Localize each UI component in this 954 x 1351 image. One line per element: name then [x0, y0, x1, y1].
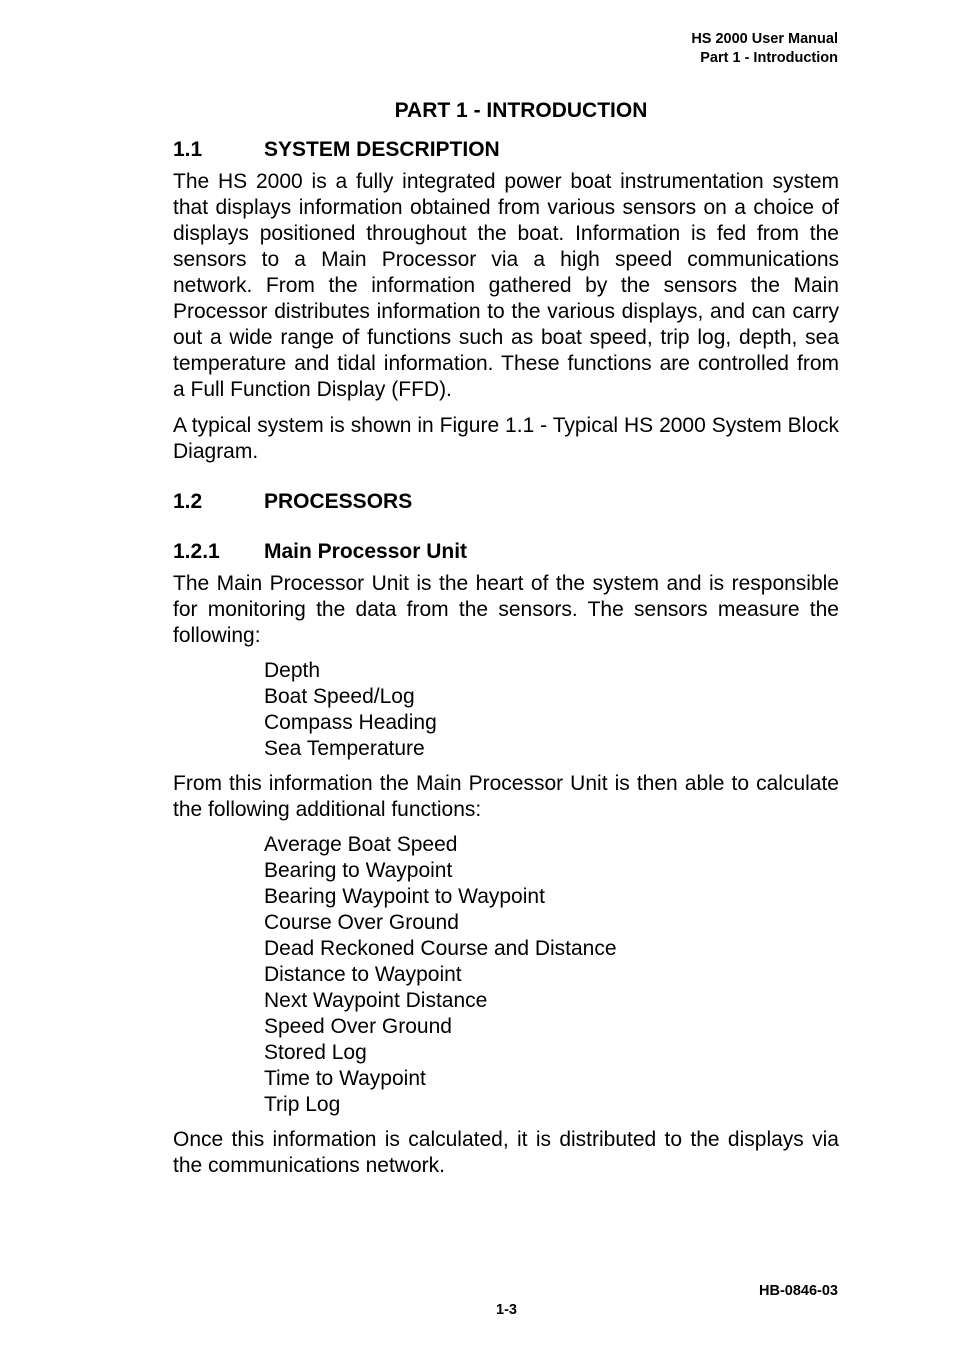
part-label: Part 1 - Introduction [700, 50, 838, 66]
section-title: Main Processor Unit [264, 540, 468, 563]
section-heading-1-2-1 [173, 539, 839, 565]
sensor-list [264, 658, 839, 762]
list-item: Depth [264, 659, 321, 682]
list-item: Dead Reckoned Course and Distance [264, 937, 617, 960]
list-item: Speed Over Ground [264, 1015, 452, 1038]
list-item: Bearing Waypoint to Waypoint [264, 885, 545, 908]
list-item: Boat Speed/Log [264, 685, 415, 708]
section-number: 1.2 [173, 490, 203, 513]
list-item: Next Waypoint Distance [264, 989, 488, 1012]
list-item: Trip Log [264, 1093, 341, 1116]
paragraph-main-processor: The Main Processor Unit is the heart of the system and is responsible for monitoring the data from the sensors. The sensors measure the following: [173, 572, 839, 647]
function-list [264, 832, 839, 1118]
manual-title: HS 2000 User Manual [691, 31, 838, 47]
list-item: Stored Log [264, 1041, 367, 1064]
list-item: Time to Waypoint [264, 1067, 426, 1090]
page-content [173, 98, 839, 1179]
section-title: PROCESSORS [264, 490, 413, 513]
list-item: Compass Heading [264, 711, 437, 734]
list-item: Sea Temperature [264, 737, 425, 760]
list-item: Bearing to Waypoint [264, 859, 453, 882]
section-number: 1.2.1 [173, 540, 220, 563]
list-item: Average Boat Speed [264, 833, 458, 856]
section-title: SYSTEM DESCRIPTION [264, 138, 500, 161]
paragraph-distribution: Once this information is calculated, it is distributed to the displays via the communications network. [173, 1128, 839, 1177]
running-header [691, 30, 838, 68]
paragraph-additional-functions: From this information the Main Processor Unit is then able to calculate the following additional functions: [173, 772, 839, 821]
paragraph-figure-reference: A typical system is shown in Figure 1.1 - Typical HS 2000 System Block Diagram. [173, 414, 839, 463]
list-item: Course Over Ground [264, 911, 459, 934]
paragraph-system-description: The HS 2000 is a fully integrated power boat instrumentation system that displays information obtained from various sensors on a choice of displays positioned throughout the boat. Information is fed from the sensors to a Main Processor via a high speed communications network. From the information gathered by the sensors the Main Processor distributes information to the various displays, and can carry out a wide range of functions such as boat speed, trip log, depth, sea temperature and tidal information. These functions are controlled from a Full Function Display (FFD). [173, 170, 839, 401]
part-title: PART 1 - INTRODUCTION [394, 99, 648, 122]
page-number: 1-3 [496, 1302, 517, 1318]
section-heading-1-2 [173, 489, 839, 515]
section-number: 1.1 [173, 138, 203, 161]
list-item: Distance to Waypoint [264, 963, 462, 986]
document-code: HB-0846-03 [759, 1283, 838, 1299]
section-heading-1-1 [173, 137, 839, 163]
